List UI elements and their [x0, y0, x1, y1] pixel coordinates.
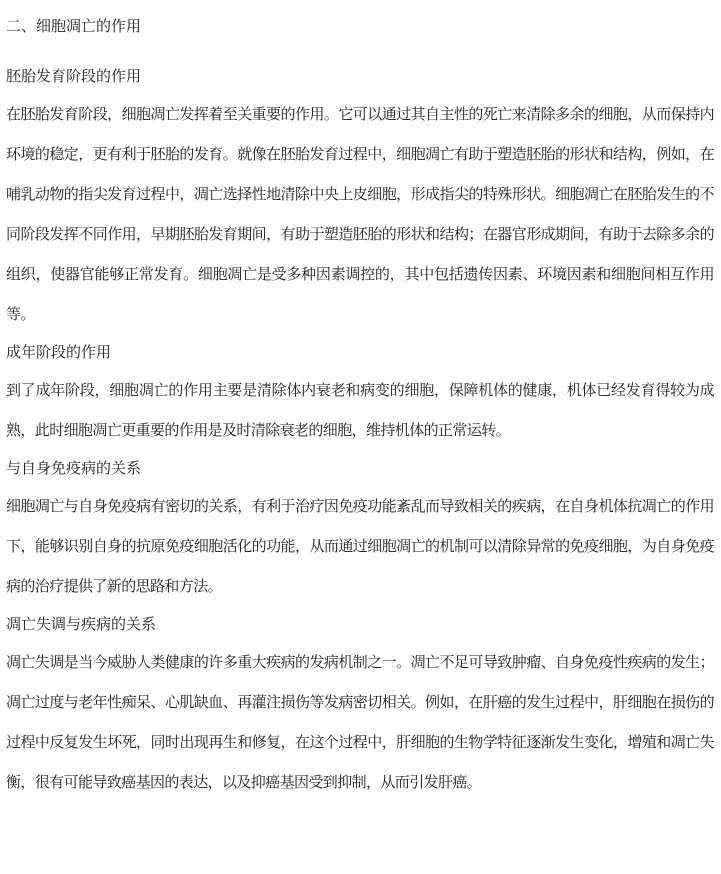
document-body [6, 14, 714, 808]
paragraph-disease: 凋亡失调是当今威胁人类健康的许多重大疾病的发病机制之一。凋亡不足可导致肿瘤、自身免疫性疾病的发生；凋亡过度与老年性痴呆、心肌缺血、再灌注损伤等发病密切相关。例如，在肝癌的发生过程中，肝细胞在损伤的过程中反复发生坏死，同时出现再生和修复，在这个过程中，肝细胞的生物学特征逐渐发生变化，增殖和凋亡失衡，很有可能导致癌基因的表达，以及抑癌基因受到抑制，从而引发肝癌。 [6, 653, 714, 791]
paragraph-adult: 到了成年阶段，细胞凋亡的作用主要是清除体内衰老和病变的细胞，保障机体的健康，机体已经发育得较为成熟，此时细胞凋亡更重要的作用是及时清除衰老的细胞，维持机体的正常运转。 [6, 381, 714, 439]
subsection-heading-autoimmune: 与自身免疫病的关系 [6, 459, 142, 477]
paragraph-autoimmune: 细胞凋亡与自身免疫病有密切的关系，有利于治疗因免疫功能紊乱而导致相关的疾病，在自身机体抗凋亡的作用下，能够识别自身的抗原免疫细胞活化的功能，从而通过细胞凋亡的机制可以清除异常的免疫细胞，为自身免疫病的治疗提供了新的思路和方法。 [6, 497, 714, 595]
paragraph-embryo: 在胚胎发育阶段，细胞凋亡发挥着至关重要的作用。它可以通过其自主性的死亡来清除多余的细胞，从而保持内环境的稳定，更有利于胚胎的发育。就像在胚胎发育过程中，细胞凋亡有助于塑造胚胎的形状和结构，例如，在哺乳动物的指尖发育过程中，凋亡选择性地清除中央上皮细胞，形成指尖的特殊形状。细胞凋亡在胚胎发生的不同阶段发挥不同作用，早期胚胎发育期间，有助于塑造胚胎的形状和结构；在器官形成期间，有助于去除多余的组织，使器官能够正常发育。细胞凋亡是受多种因素调控的，其中包括遗传因素、环境因素和细胞间相互作用等。 [6, 105, 714, 323]
subsection-heading-adult: 成年阶段的作用 [6, 343, 112, 361]
subsection-heading-embryo: 胚胎发育阶段的作用 [6, 67, 142, 85]
section-title: 二、细胞凋亡的作用 [6, 17, 142, 35]
subsection-heading-disease: 凋亡失调与疾病的关系 [6, 615, 157, 633]
